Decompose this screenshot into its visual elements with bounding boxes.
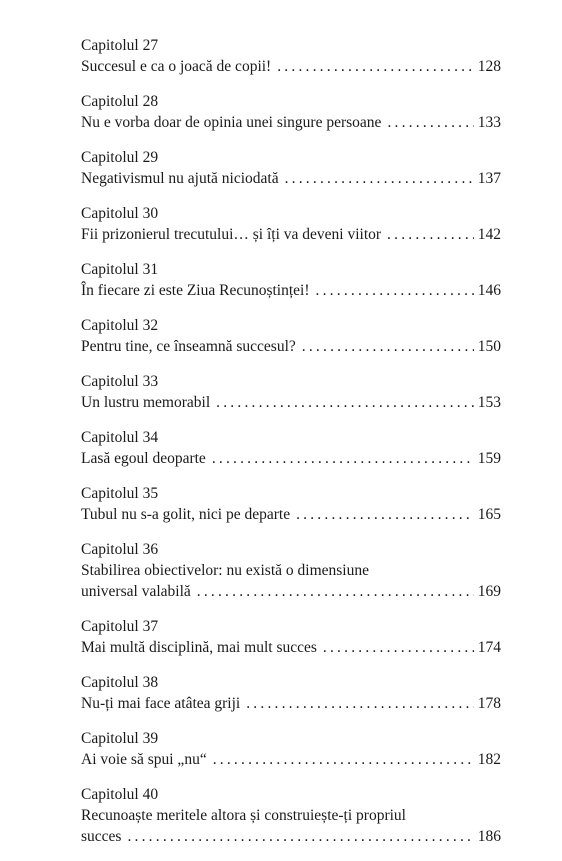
chapter-title: Nu e vorba doar de opinia unei singure persoane xyxy=(81,114,382,131)
toc-entry xyxy=(81,147,501,189)
dot-leader xyxy=(216,392,474,413)
chapter-label: Capitolul 30 xyxy=(81,205,159,222)
chapter-title-row xyxy=(81,637,501,658)
chapter-title-row xyxy=(81,336,501,357)
toc-entry xyxy=(81,672,501,714)
chapter-label: Capitolul 29 xyxy=(81,149,159,166)
chapter-title: Negativismul nu ajută niciodată xyxy=(81,170,279,187)
page-number: 133 xyxy=(477,114,501,131)
chapter-title-row xyxy=(81,826,501,847)
chapter-label: Capitolul 31 xyxy=(81,261,159,278)
dot-leader xyxy=(197,581,474,602)
chapter-title: Succesul e ca o joacă de copii! xyxy=(81,58,272,75)
page-number: 159 xyxy=(477,450,501,467)
chapter-title: În fiecare zi este Ziua Recunoștinței! xyxy=(81,282,310,299)
dot-leader xyxy=(387,224,474,245)
chapter-label: Capitolul 27 xyxy=(81,37,159,54)
page-number: 142 xyxy=(477,226,501,243)
chapter-title: Nu-ți mai face atâtea griji xyxy=(81,695,241,712)
dot-leader xyxy=(213,749,474,770)
chapter-title-row xyxy=(81,168,501,189)
chapter-title: Un lustru memorabil xyxy=(81,394,211,411)
chapter-label: Capitolul 28 xyxy=(81,93,159,110)
chapter-label: Capitolul 35 xyxy=(81,485,159,502)
dot-leader xyxy=(246,693,474,714)
chapter-title-line: Stabilirea obiectivelor: nu există o dimensiune xyxy=(81,562,369,579)
chapter-title-row xyxy=(81,224,501,245)
dot-leader xyxy=(277,56,474,77)
toc-entry xyxy=(81,728,501,770)
chapter-title: universal valabilă xyxy=(81,583,191,600)
dot-leader xyxy=(316,280,474,301)
chapter-label: Capitolul 40 xyxy=(81,786,159,803)
chapter-label: Capitolul 33 xyxy=(81,373,159,390)
chapter-title: Lasă egoul deoparte xyxy=(81,450,206,467)
toc-entry xyxy=(81,616,501,658)
chapter-title: Tubul nu s-a golit, nici pe departe xyxy=(81,506,291,523)
page-number: 178 xyxy=(477,695,501,712)
table-of-contents xyxy=(81,35,501,861)
dot-leader xyxy=(127,826,473,847)
chapter-label: Capitolul 32 xyxy=(81,317,159,334)
page-number: 153 xyxy=(477,394,501,411)
toc-entry xyxy=(81,35,501,77)
toc-entry xyxy=(81,427,501,469)
chapter-title-row xyxy=(81,749,501,770)
chapter-title: Fii prizonierul trecutului… și îți va deveni viitor xyxy=(81,226,382,243)
chapter-title-row xyxy=(81,693,501,714)
toc-entry xyxy=(81,203,501,245)
toc-entry xyxy=(81,539,501,602)
chapter-label: Capitolul 36 xyxy=(81,541,159,558)
dot-leader xyxy=(296,504,474,525)
chapter-label: Capitolul 38 xyxy=(81,674,159,691)
chapter-title: succes xyxy=(81,828,122,845)
dot-leader xyxy=(323,637,474,658)
chapter-title: Ai voie să spui „nu“ xyxy=(81,751,207,768)
page-number: 186 xyxy=(477,828,501,845)
toc-entry xyxy=(81,259,501,301)
chapter-title-row xyxy=(81,280,501,301)
chapter-title-row xyxy=(81,56,501,77)
toc-entry xyxy=(81,91,501,133)
toc-entry xyxy=(81,371,501,413)
page-number: 128 xyxy=(477,58,501,75)
chapter-title: Pentru tine, ce înseamnă succesul? xyxy=(81,338,296,355)
page-number: 165 xyxy=(477,506,501,523)
page-number: 146 xyxy=(477,282,501,299)
dot-leader xyxy=(212,448,474,469)
chapter-title-row xyxy=(81,448,501,469)
chapter-label: Capitolul 34 xyxy=(81,429,159,446)
dot-leader xyxy=(387,112,473,133)
chapter-title-row xyxy=(81,581,501,602)
chapter-label: Capitolul 39 xyxy=(81,730,159,747)
dot-leader xyxy=(285,168,474,189)
chapter-title: Mai multă disciplină, mai mult succes xyxy=(81,639,317,656)
page-number: 169 xyxy=(477,583,501,600)
toc-entry xyxy=(81,315,501,357)
toc-entry xyxy=(81,483,501,525)
chapter-title-row xyxy=(81,504,501,525)
page-number: 150 xyxy=(477,338,501,355)
page-number: 137 xyxy=(477,170,501,187)
toc-entry xyxy=(81,784,501,847)
chapter-title-row xyxy=(81,392,501,413)
page-number: 182 xyxy=(477,751,501,768)
chapter-title-row xyxy=(81,112,501,133)
page-number: 174 xyxy=(477,639,501,656)
chapter-title-line: Recunoaște meritele altora și construiește-ți propriul xyxy=(81,807,406,824)
chapter-label: Capitolul 37 xyxy=(81,618,159,635)
dot-leader xyxy=(302,336,474,357)
